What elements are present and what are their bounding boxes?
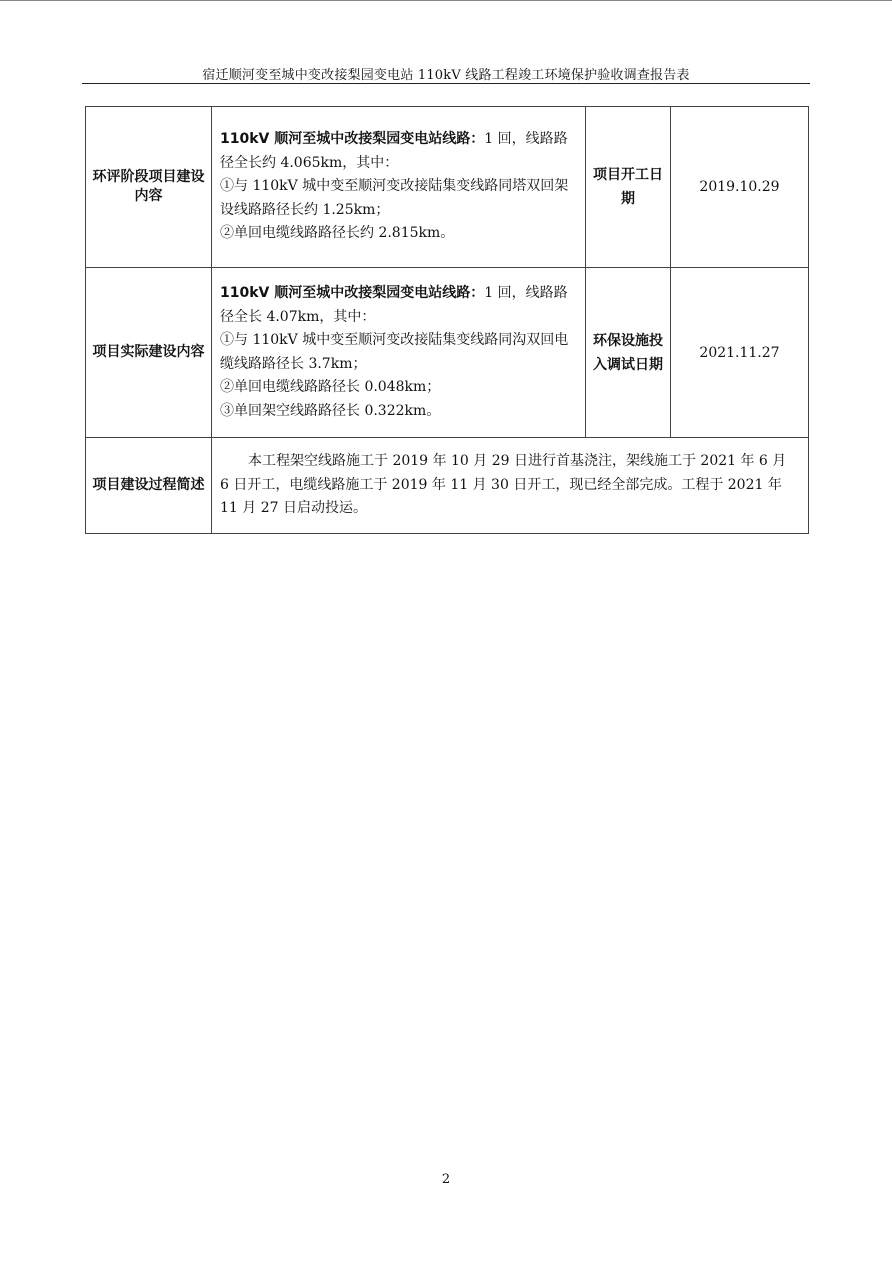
table-row-process-summary [86,438,809,534]
actual-construction-line-2: ②单回电缆线路路径长 0.048km； [220,379,441,395]
table-row-actual-construction [86,268,809,438]
process-summary-label [86,438,212,534]
start-date-value: 2019.10.29 [671,107,809,268]
eia-stage-line-0: 1 回，线路路径全长约 4.065km，其中： [220,131,568,171]
actual-construction-summary [220,282,573,329]
commissioning-date-value: 2021.11.27 [671,268,809,438]
start-date-label-text: 项目开工日期 [593,167,663,207]
actual-construction-heading: 110kV 顺河至城中改接梨园变电站线路： [220,285,485,301]
process-summary-content [212,438,809,534]
eia-stage-label-text: 环评阶段项目建设内容 [92,169,205,204]
page-number: 2 [441,1172,451,1187]
actual-construction-label [86,268,212,438]
actual-construction-line-0: 1 回，线路路径全长 4.07km，其中： [220,285,568,325]
table-row-eia-stage [86,107,809,268]
actual-construction-line-3: ③单回架空线路路径长 0.322km。 [220,402,441,419]
process-summary-paragraph: 本工程架空线路施工于 2019 年 10 月 29 日进行首基浇注，架线施工于 2021 年 6 月 6 日开工，电缆线路施工于 2019 年 11 月 30 日开工，现已经全部完成。工程于 2021 年 11 月 27 日启动投运。 [220,453,787,517]
actual-construction-content [212,268,586,438]
eia-stage-label [86,107,212,268]
project-info-table [85,106,809,534]
commissioning-date-label-text: 环保设施投入调试日期 [593,332,663,373]
page-header-title: 宿迁顺河变至城中变改接梨园变电站 110kV 线路工程竣工环境保护验收调查报告表 [202,68,690,83]
actual-construction-line-1: ①与 110kV 城中变至顺河变改接陆集变线路同沟双回电缆线路路径长 3.7km； [220,332,569,372]
eia-stage-line-1: ①与 110kV 城中变至顺河变改接陆集变线路同塔双回架设线路路径长约 1.25km； [220,178,569,218]
commissioning-date-label [586,268,671,438]
actual-construction-label-text: 项目实际建设内容 [92,344,205,360]
header-rule [82,83,810,84]
top-border-line [0,0,892,1]
eia-stage-content [212,107,586,268]
eia-stage-line-2: ②单回电缆线路路径长约 2.815km。 [220,225,455,242]
eia-stage-summary [220,128,573,175]
start-date-label [586,107,671,268]
process-summary-label-text: 项目建设过程简述 [92,477,205,493]
eia-stage-heading: 110kV 顺河至城中改接梨园变电站线路： [220,131,485,148]
